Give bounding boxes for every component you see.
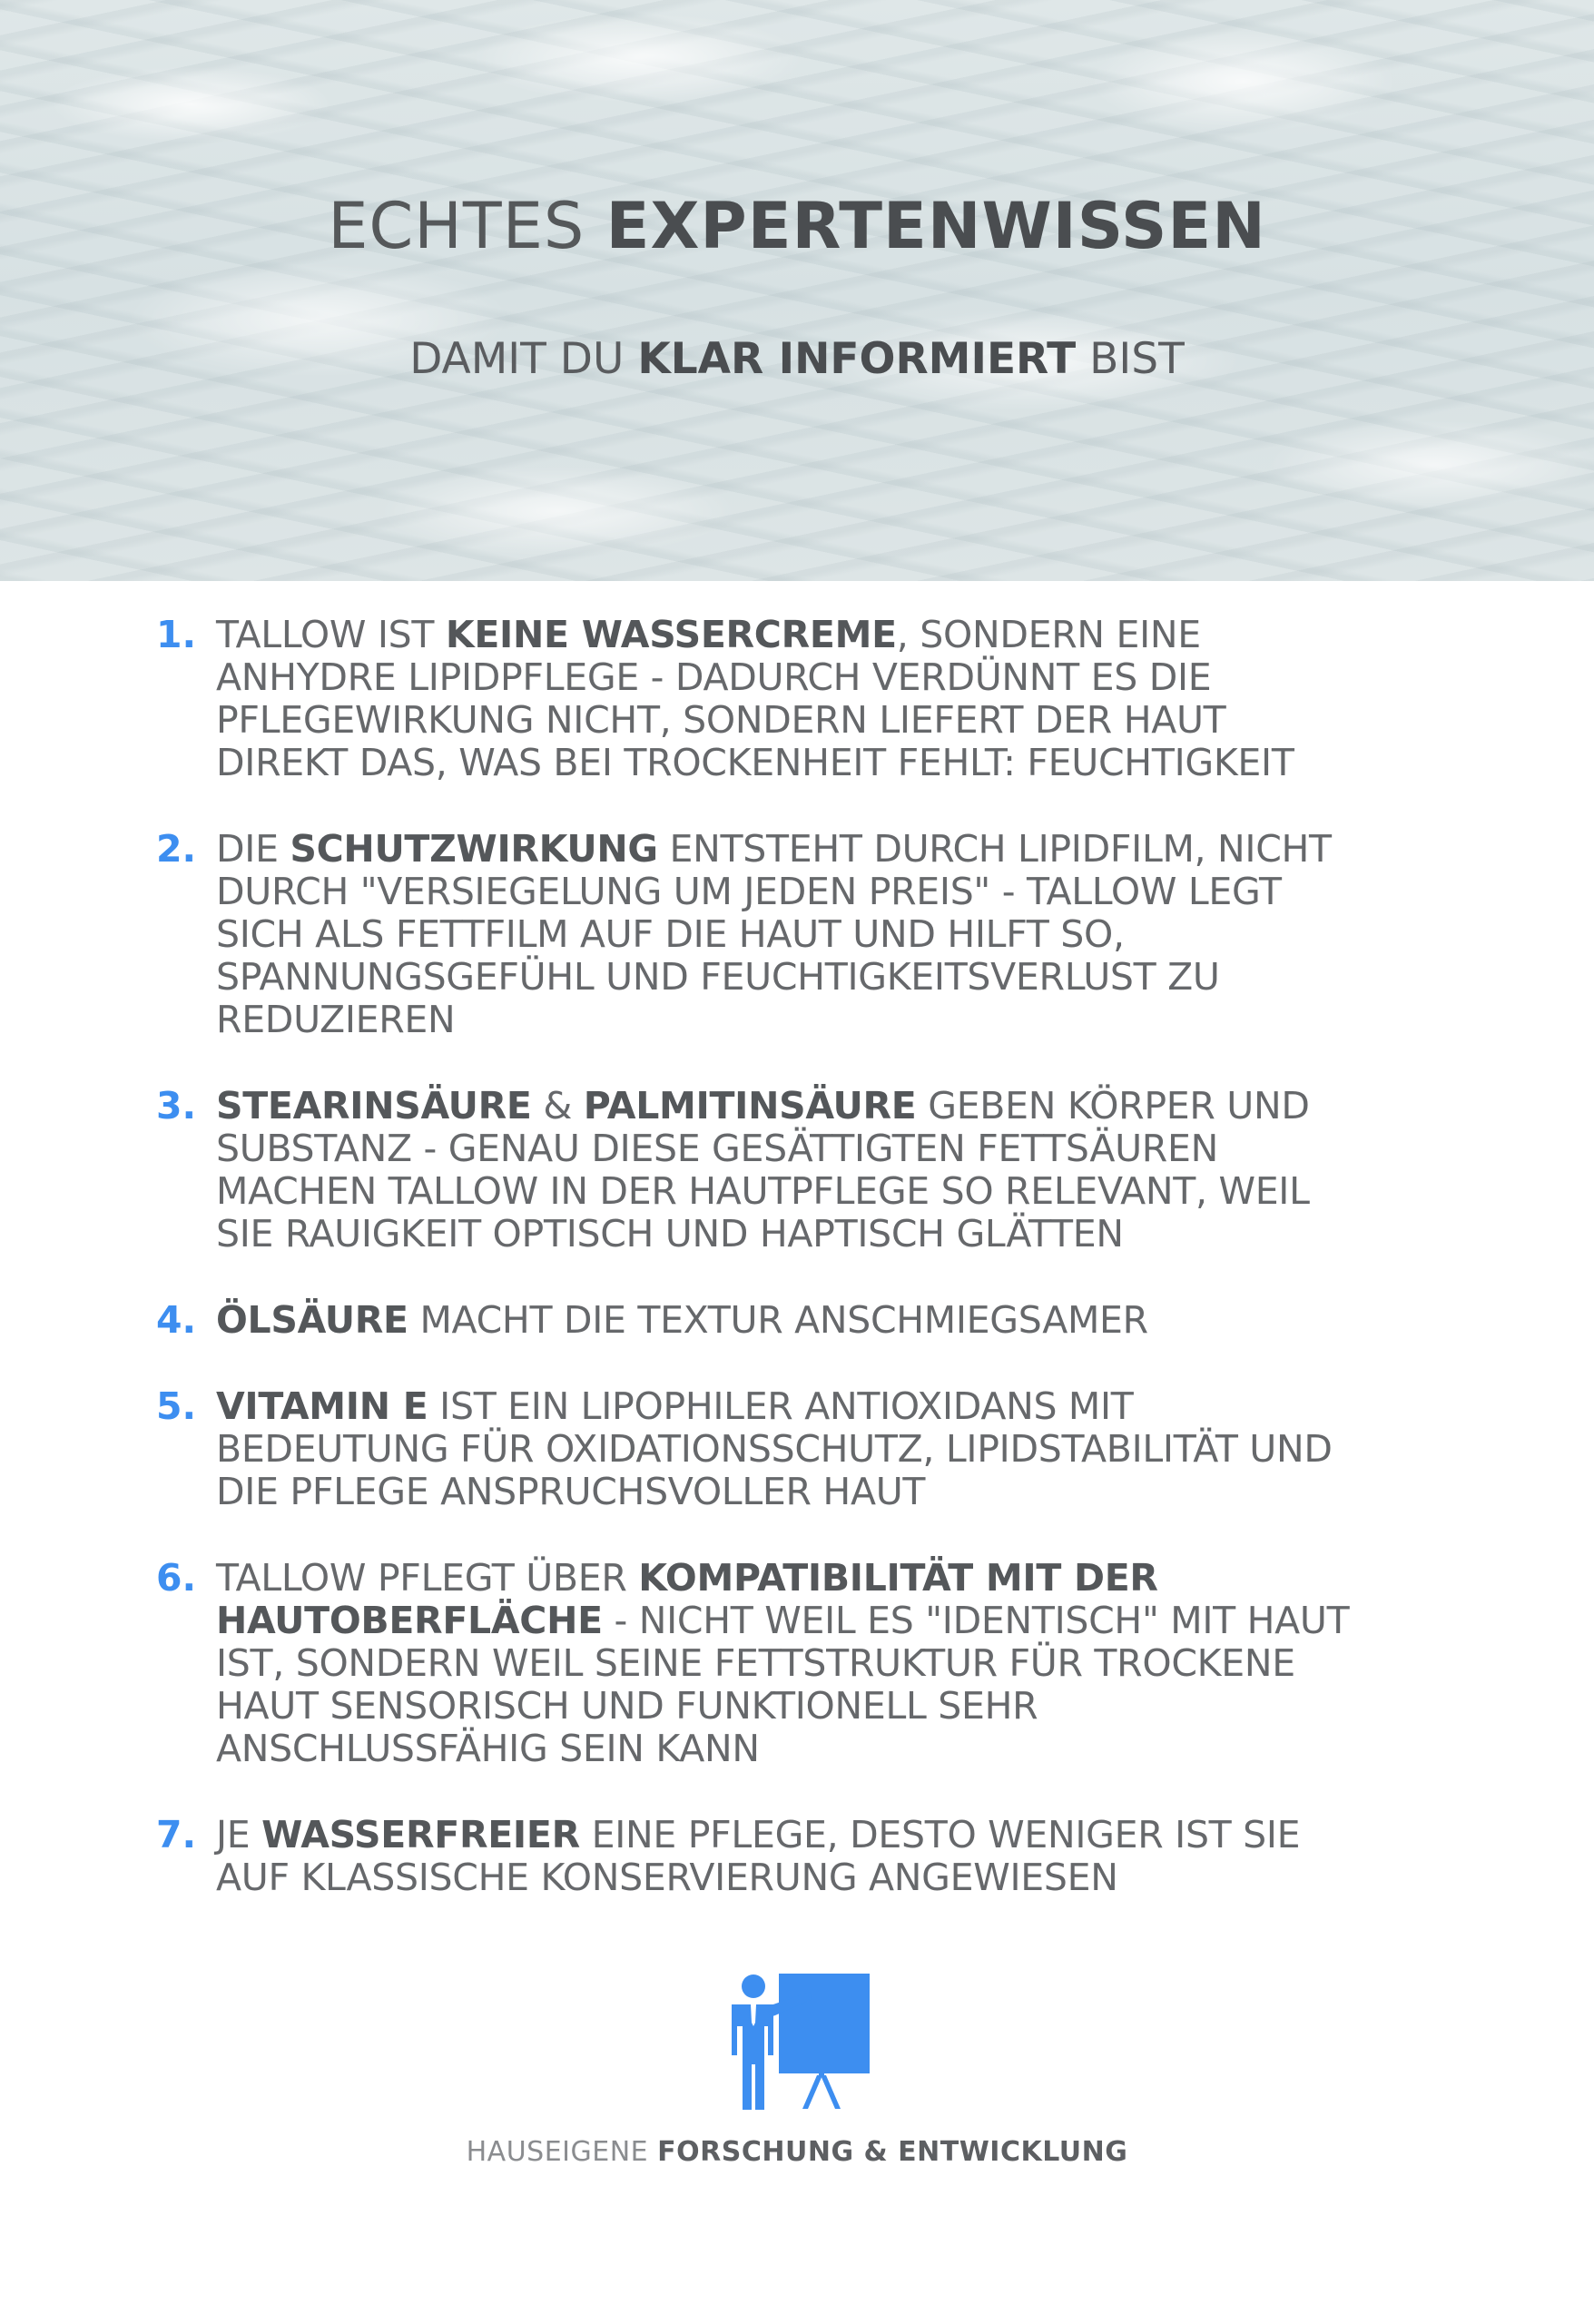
item-text-mid: & (531, 1084, 584, 1128)
item-text-mid: MACHT DIE TEXTUR ANSCHMIEGSAMER (408, 1298, 1148, 1342)
footer-light: HAUSEIGENE (466, 2136, 649, 2168)
item-text-mid: IST EIN LIPOPHILER ANTIOXIDANS MIT BEDEUTUNG FÜR OXIDATIONSSCHUTZ, LIPIDSTABILITÄT UND DIE PFLEGE ANSPRUCHSVOLLER HAUT (216, 1384, 1333, 1513)
item-text-bold: ÖLSÄURE (216, 1298, 408, 1342)
subtitle-post: BIST (1089, 334, 1185, 384)
subtitle-pre: DAMIT DU (409, 334, 625, 384)
item-text-mid: EINE PFLEGE, DESTO WENIGER IST SIE AUF KLASSISCHE KONSERVIERUNG ANGEWIESEN (216, 1813, 1301, 1899)
list-item (156, 1557, 1463, 1770)
title-light: ECHTES (328, 189, 585, 263)
item-text (216, 828, 1463, 1041)
list-item (156, 1814, 1463, 1899)
list-item (156, 828, 1463, 1041)
item-text-mid: - NICHT WEIL ES "IDENTISCH" MIT HAUT IST, SONDERN WEIL SEINE FETTSTRUKTUR FÜR TROCKENE HAUT SENSORISCH UND FUNKTIONELL SEHR ANSCHLUSSFÄHIG SEIN KANN (216, 1599, 1350, 1770)
subtitle-bold: KLAR INFORMIERT (637, 334, 1077, 384)
fact-list (156, 614, 1463, 1943)
item-number: 5. (156, 1384, 197, 1428)
page-subtitle (0, 334, 1594, 384)
item-text (216, 1814, 1463, 1899)
item-text (216, 1085, 1463, 1256)
list-item (156, 1085, 1463, 1256)
presenter-board-icon (723, 1970, 873, 2121)
item-text (216, 1299, 1463, 1342)
item-text-pre: TALLOW PFLEGT ÜBER (216, 1556, 639, 1600)
list-item (156, 1299, 1463, 1342)
item-text-pre: DIE (216, 827, 290, 871)
item-text (216, 1557, 1463, 1770)
footer-bold: FORSCHUNG & ENTWICKLUNG (657, 2136, 1128, 2168)
item-text-post: GEBEN KÖRPER UND SUBSTANZ - GENAU DIESE GESÄTTIGTEN FETTSÄUREN MACHEN TALLOW IN DER HAUTPFLEGE SO RELEVANT, WEIL SIE RAUIGKEIT OPTISCH UND HAPTISCH GLÄTTEN (216, 1084, 1310, 1256)
item-text-bold: WASSERFREIER (261, 1813, 580, 1856)
title-bold: EXPERTENWISSEN (605, 189, 1266, 263)
item-text-bold: KOMPATIBILITÄT MIT DER HAUTOBERFLÄCHE (216, 1556, 1158, 1642)
item-text (216, 614, 1463, 784)
list-item (156, 614, 1463, 784)
item-number: 6. (156, 1556, 197, 1600)
item-text-bold: VITAMIN E (216, 1384, 428, 1428)
item-number: 4. (156, 1298, 197, 1342)
item-text (216, 1385, 1463, 1513)
item-text-pre: TALLOW IST (216, 613, 446, 656)
item-text-bold: SCHUTZWIRKUNG (290, 827, 658, 871)
item-text-bold-2: PALMITINSÄURE (583, 1084, 917, 1128)
footer-caption (0, 2136, 1594, 2168)
item-number: 1. (156, 613, 197, 656)
item-number: 3. (156, 1084, 197, 1128)
header-banner (0, 0, 1594, 581)
item-number: 7. (156, 1813, 197, 1856)
item-text-bold: KEINE WASSERCREME (445, 613, 897, 656)
item-text-mid: , SONDERN EINE ANHYDRE LIPIDPFLEGE - DADURCH VERDÜNNT ES DIE PFLEGEWIRKUNG NICHT, SONDERN LIEFERT DER HAUT DIREKT DAS, WAS BEI TROCKENHEIT FEHLT: FEUCHTIGKEIT (216, 613, 1294, 784)
item-text-bold: STEARINSÄURE (216, 1084, 532, 1128)
page-title (0, 189, 1594, 263)
item-text-mid: ENTSTEHT DURCH LIPIDFILM, NICHT DURCH "VERSIEGELUNG UM JEDEN PREIS" - TALLOW LEGT SICH ALS FETTFILM AUF DIE HAUT UND HILFT SO, SPANNUNGSGEFÜHL UND FEUCHTIGKEITSVERLUST ZU REDUZIEREN (216, 827, 1332, 1041)
item-text-pre: JE (216, 1813, 262, 1856)
item-number: 2. (156, 827, 197, 871)
list-item (156, 1385, 1463, 1513)
